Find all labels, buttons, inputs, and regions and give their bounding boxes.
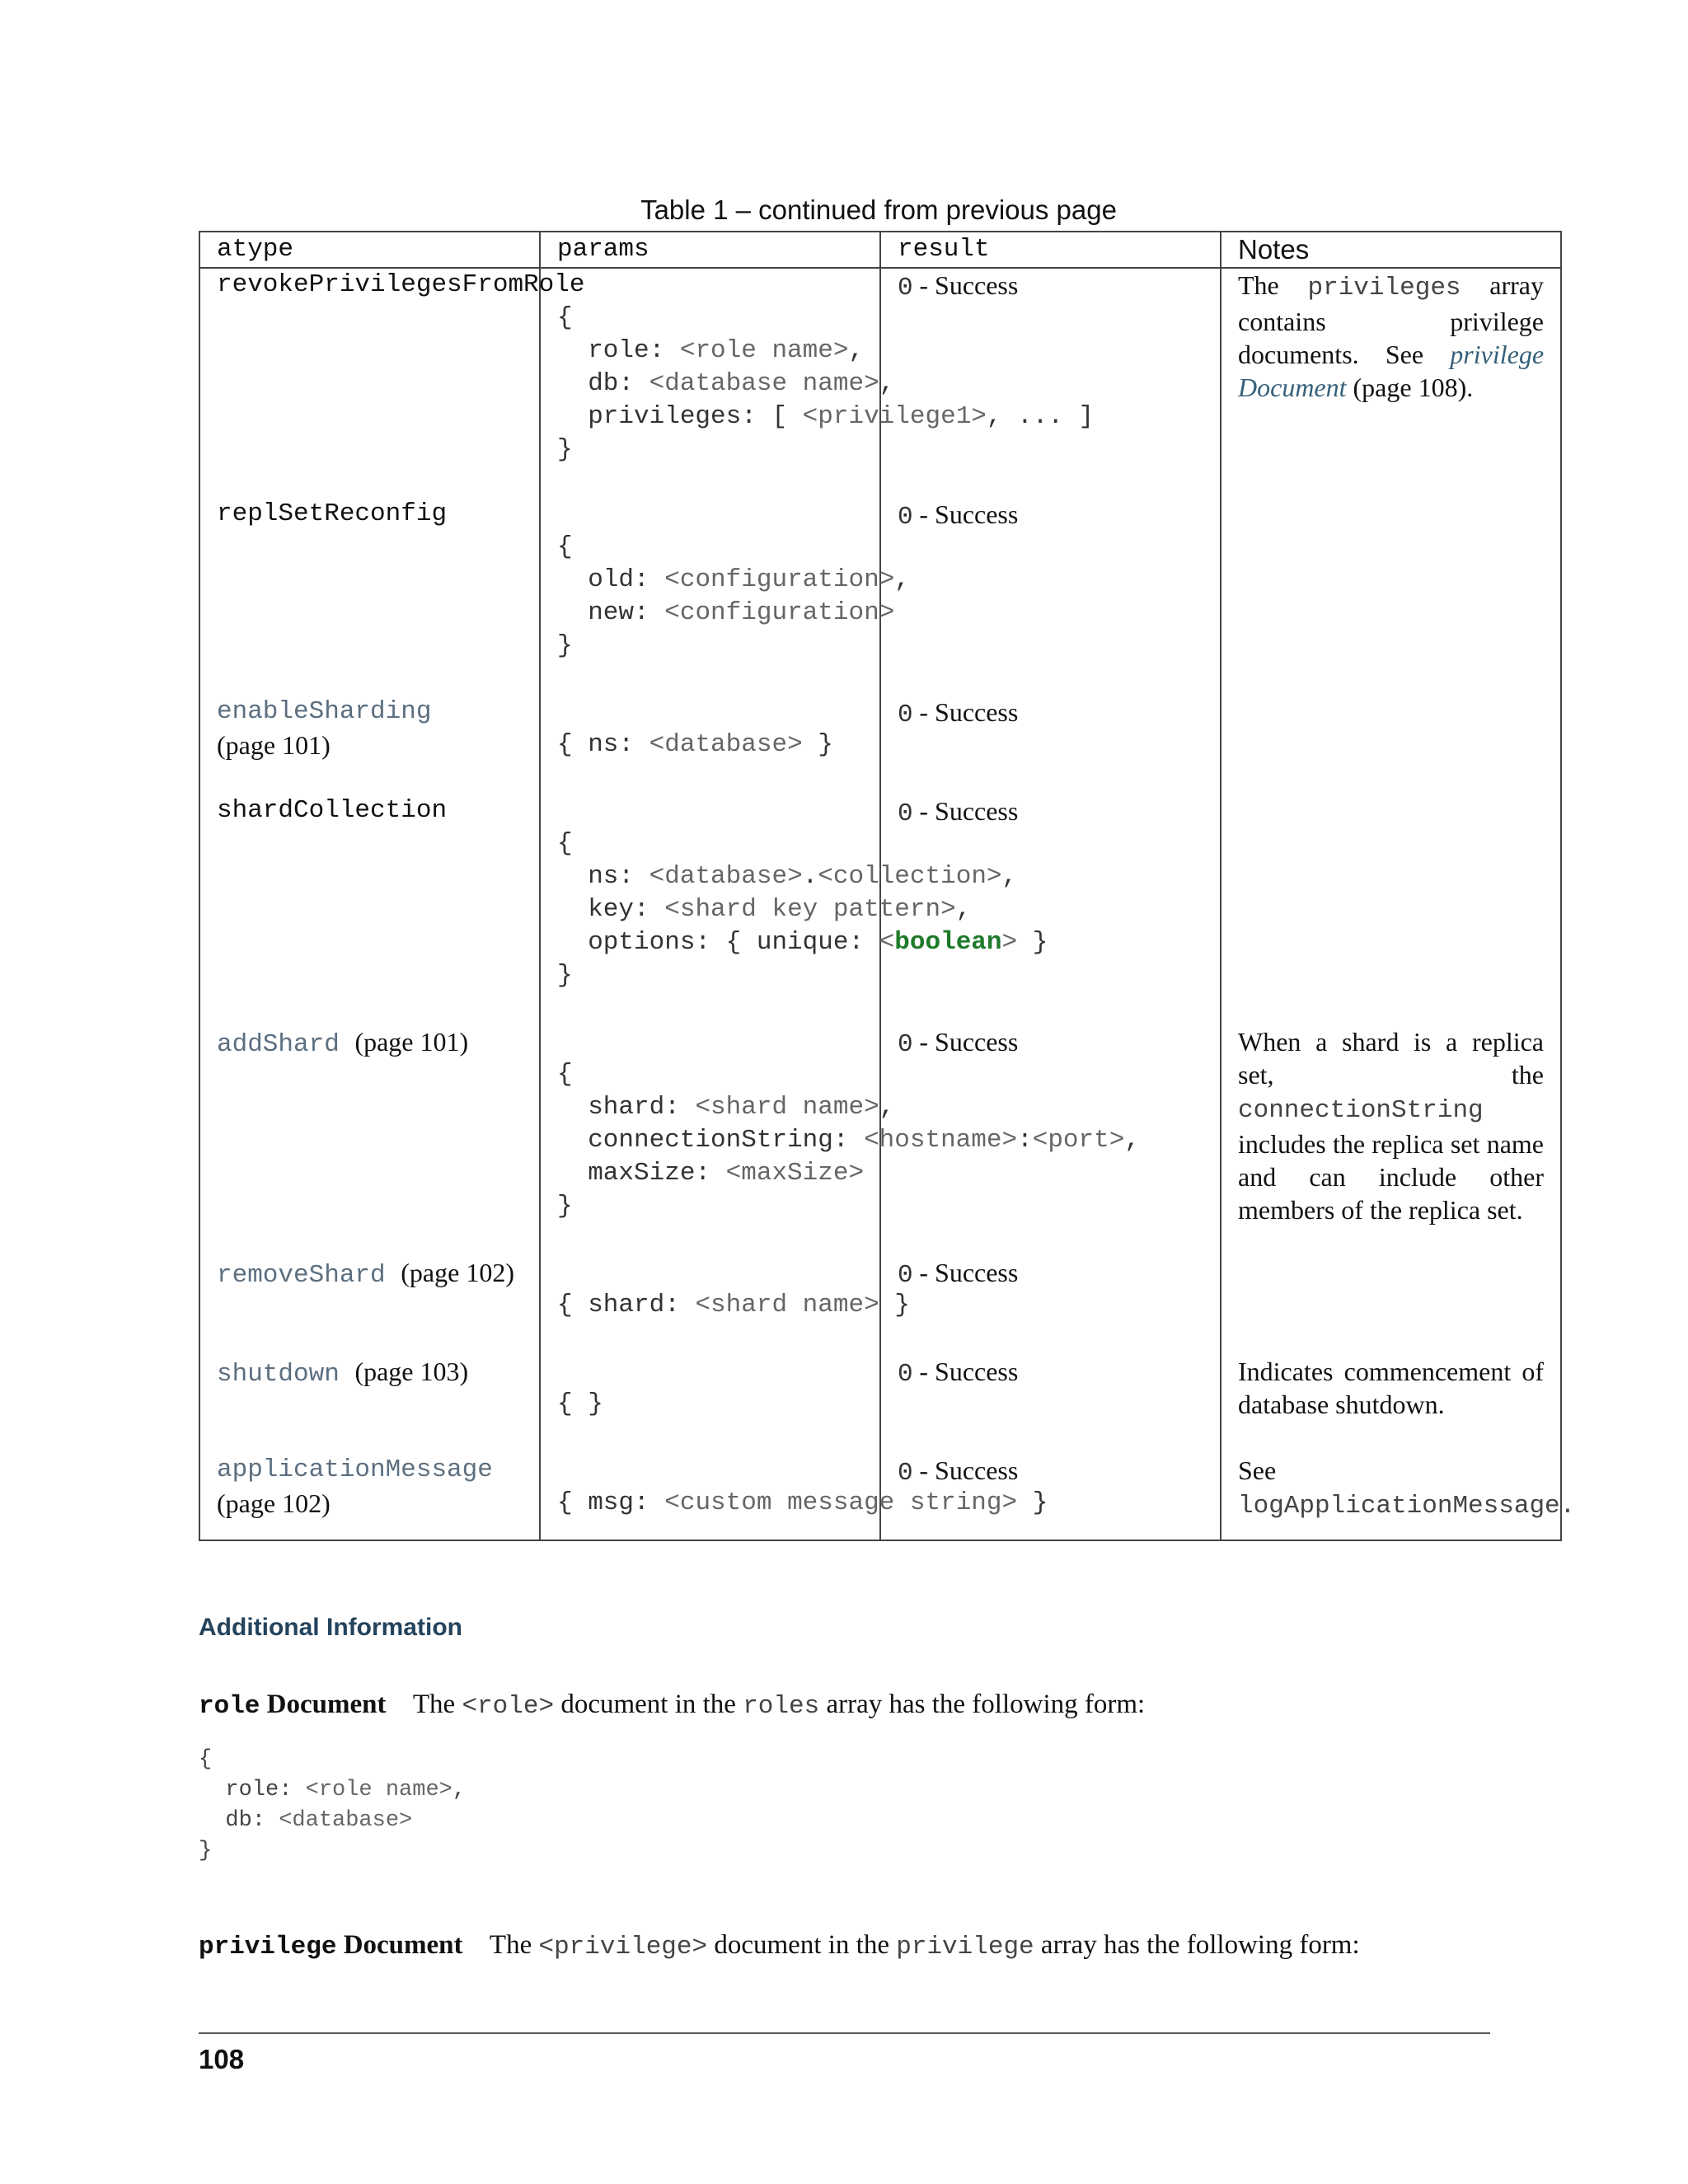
notes-text: Indicates commencement of database shutdown.: [1238, 1357, 1544, 1419]
notes-code: privileges: [1307, 274, 1461, 302]
cell-result: [880, 696, 1221, 794]
result-text: - Success: [919, 1455, 1019, 1485]
result-text: - Success: [919, 1258, 1019, 1287]
inline-code: roles: [743, 1692, 820, 1721]
page-reference: (page 102): [217, 1488, 331, 1518]
result-text: - Success: [919, 796, 1019, 826]
page-reference: (page 102): [401, 1258, 514, 1287]
inline-code: <role>: [462, 1692, 555, 1721]
cell-atype: [199, 498, 540, 696]
term-code: privilege: [199, 1933, 337, 1961]
params-code: { shard: <shard name> }: [557, 1291, 910, 1319]
cell-notes: [1221, 268, 1561, 498]
page-reference: (page 101): [354, 1027, 469, 1057]
cell-result: [880, 1256, 1221, 1355]
table-row: [199, 1355, 1561, 1454]
notes-text: (page 108).: [1353, 373, 1474, 402]
result-code: 0: [898, 701, 913, 729]
result-text: - Success: [919, 1357, 1019, 1386]
result-text: - Success: [919, 270, 1019, 300]
cell-params: [540, 696, 880, 794]
page-reference: (page 103): [354, 1357, 469, 1386]
result-code: 0: [898, 274, 913, 302]
page-number: 108: [199, 2044, 245, 2074]
table-row: [199, 268, 1561, 498]
table-row: [199, 1025, 1561, 1256]
cell-atype: [199, 268, 585, 498]
section-heading: Additional Information: [199, 1614, 462, 1641]
privilege-document-paragraph: [199, 1930, 1360, 1961]
removeshard-link[interactable]: removeShard: [217, 1261, 386, 1290]
result-text: - Success: [919, 697, 1019, 727]
result-code: 0: [898, 1261, 913, 1290]
cell-notes: [1221, 498, 1561, 696]
cell-atype: [199, 794, 540, 1025]
params-code: { shard: <shard name>, connectionString: <hostname>:<port>, maxSize: <maxSize> }: [557, 1060, 1140, 1221]
result-code: 0: [898, 503, 913, 532]
page-reference: (page 101): [217, 730, 331, 760]
params-code: { msg: <custom message string> }: [557, 1488, 1048, 1517]
cell-notes: [1221, 794, 1561, 1025]
cell-notes: [1221, 1454, 1576, 1540]
table-row: [199, 498, 1561, 696]
audit-actions-table: [199, 231, 1576, 1541]
para-text: The: [489, 1930, 532, 1960]
inline-code: <privilege>: [538, 1933, 708, 1961]
cell-atype: [199, 1256, 540, 1355]
role-code-block: { role: <role name>, db: <database> }: [199, 1747, 467, 1863]
table-header-row: [199, 232, 1561, 268]
term-heading: [199, 1690, 386, 1719]
enablesharding-link[interactable]: enableSharding: [217, 697, 432, 726]
cell-notes: [1221, 1256, 1561, 1355]
table-row: [199, 794, 1561, 1025]
footer-divider: [199, 2032, 1490, 2034]
params-code: { ns: <database>.<collection>, key: <shard key pattern>, options: { unique: <boolean> } }: [557, 829, 1048, 990]
notes-code: logApplicationMessage.: [1238, 1492, 1576, 1521]
role-document-paragraph: [199, 1690, 1145, 1721]
atype-name: replSetReconfig: [217, 499, 448, 528]
atype-name: revokePrivilegesFromRole: [217, 270, 585, 299]
header-params: params: [540, 232, 880, 268]
shutdown-link[interactable]: shutdown: [217, 1360, 340, 1389]
atype-name: shardCollection: [217, 796, 448, 825]
notes-text: See: [1238, 1455, 1277, 1485]
result-code: 0: [898, 1360, 913, 1389]
cell-params: [540, 1256, 910, 1355]
header-result: result: [880, 232, 1221, 268]
notes-text: array contains privilege documents. See: [1238, 270, 1544, 369]
result-text: - Success: [919, 1027, 1019, 1057]
table-row: [199, 1256, 1561, 1355]
privilege-document-link[interactable]: privilege Document: [1238, 340, 1545, 402]
params-code: { role: <role name>, db: <database name>, privileges: [ <privilege1>, ... ] }: [557, 303, 1095, 464]
header-notes: Notes: [1221, 232, 1561, 268]
para-text: The: [412, 1690, 456, 1719]
cell-params: [540, 498, 910, 696]
notes-text: includes the replica set name and can include other members of the replica set.: [1238, 1129, 1544, 1225]
addshard-link[interactable]: addShard: [217, 1030, 340, 1059]
result-code: 0: [898, 1459, 913, 1488]
applicationmessage-link[interactable]: applicationMessage: [217, 1455, 493, 1484]
cell-atype: [199, 1025, 540, 1256]
para-text: array has the following form:: [1040, 1930, 1360, 1960]
cell-atype: [199, 1355, 540, 1454]
cell-result: [880, 268, 1221, 498]
result-code: 0: [898, 799, 913, 828]
notes-code: connectionString: [1238, 1096, 1484, 1125]
cell-result: [880, 498, 1221, 696]
para-text: array has the following form:: [826, 1690, 1146, 1719]
params-code: { ns: <database> }: [557, 730, 833, 759]
term-code: role: [199, 1692, 260, 1721]
params-code: { old: <configuration>, new: <configuration> }: [557, 532, 910, 660]
para-text: document in the: [560, 1690, 736, 1719]
cell-result: [880, 1355, 1221, 1454]
term-heading: [199, 1930, 463, 1960]
table-row: [199, 1454, 1561, 1540]
table-row: [199, 696, 1561, 794]
params-code: { }: [557, 1390, 603, 1418]
term-word: Document: [266, 1690, 387, 1719]
cell-notes: [1221, 696, 1561, 794]
cell-params: [540, 1355, 880, 1454]
notes-text: The: [1238, 270, 1279, 300]
table-caption: Table 1 – continued from previous page: [640, 194, 1117, 225]
header-atype: atype: [199, 232, 540, 268]
cell-notes: [1221, 1025, 1561, 1256]
inline-code: privilege: [896, 1933, 1034, 1961]
result-text: - Success: [919, 499, 1019, 529]
para-text: document in the: [714, 1930, 889, 1960]
notes-text: When a shard is a replica set, the: [1238, 1027, 1544, 1090]
result-code: 0: [898, 1030, 913, 1059]
cell-notes: [1221, 1355, 1561, 1454]
cell-atype: [199, 1454, 540, 1540]
cell-atype: [199, 696, 540, 794]
term-word: Document: [343, 1930, 463, 1960]
